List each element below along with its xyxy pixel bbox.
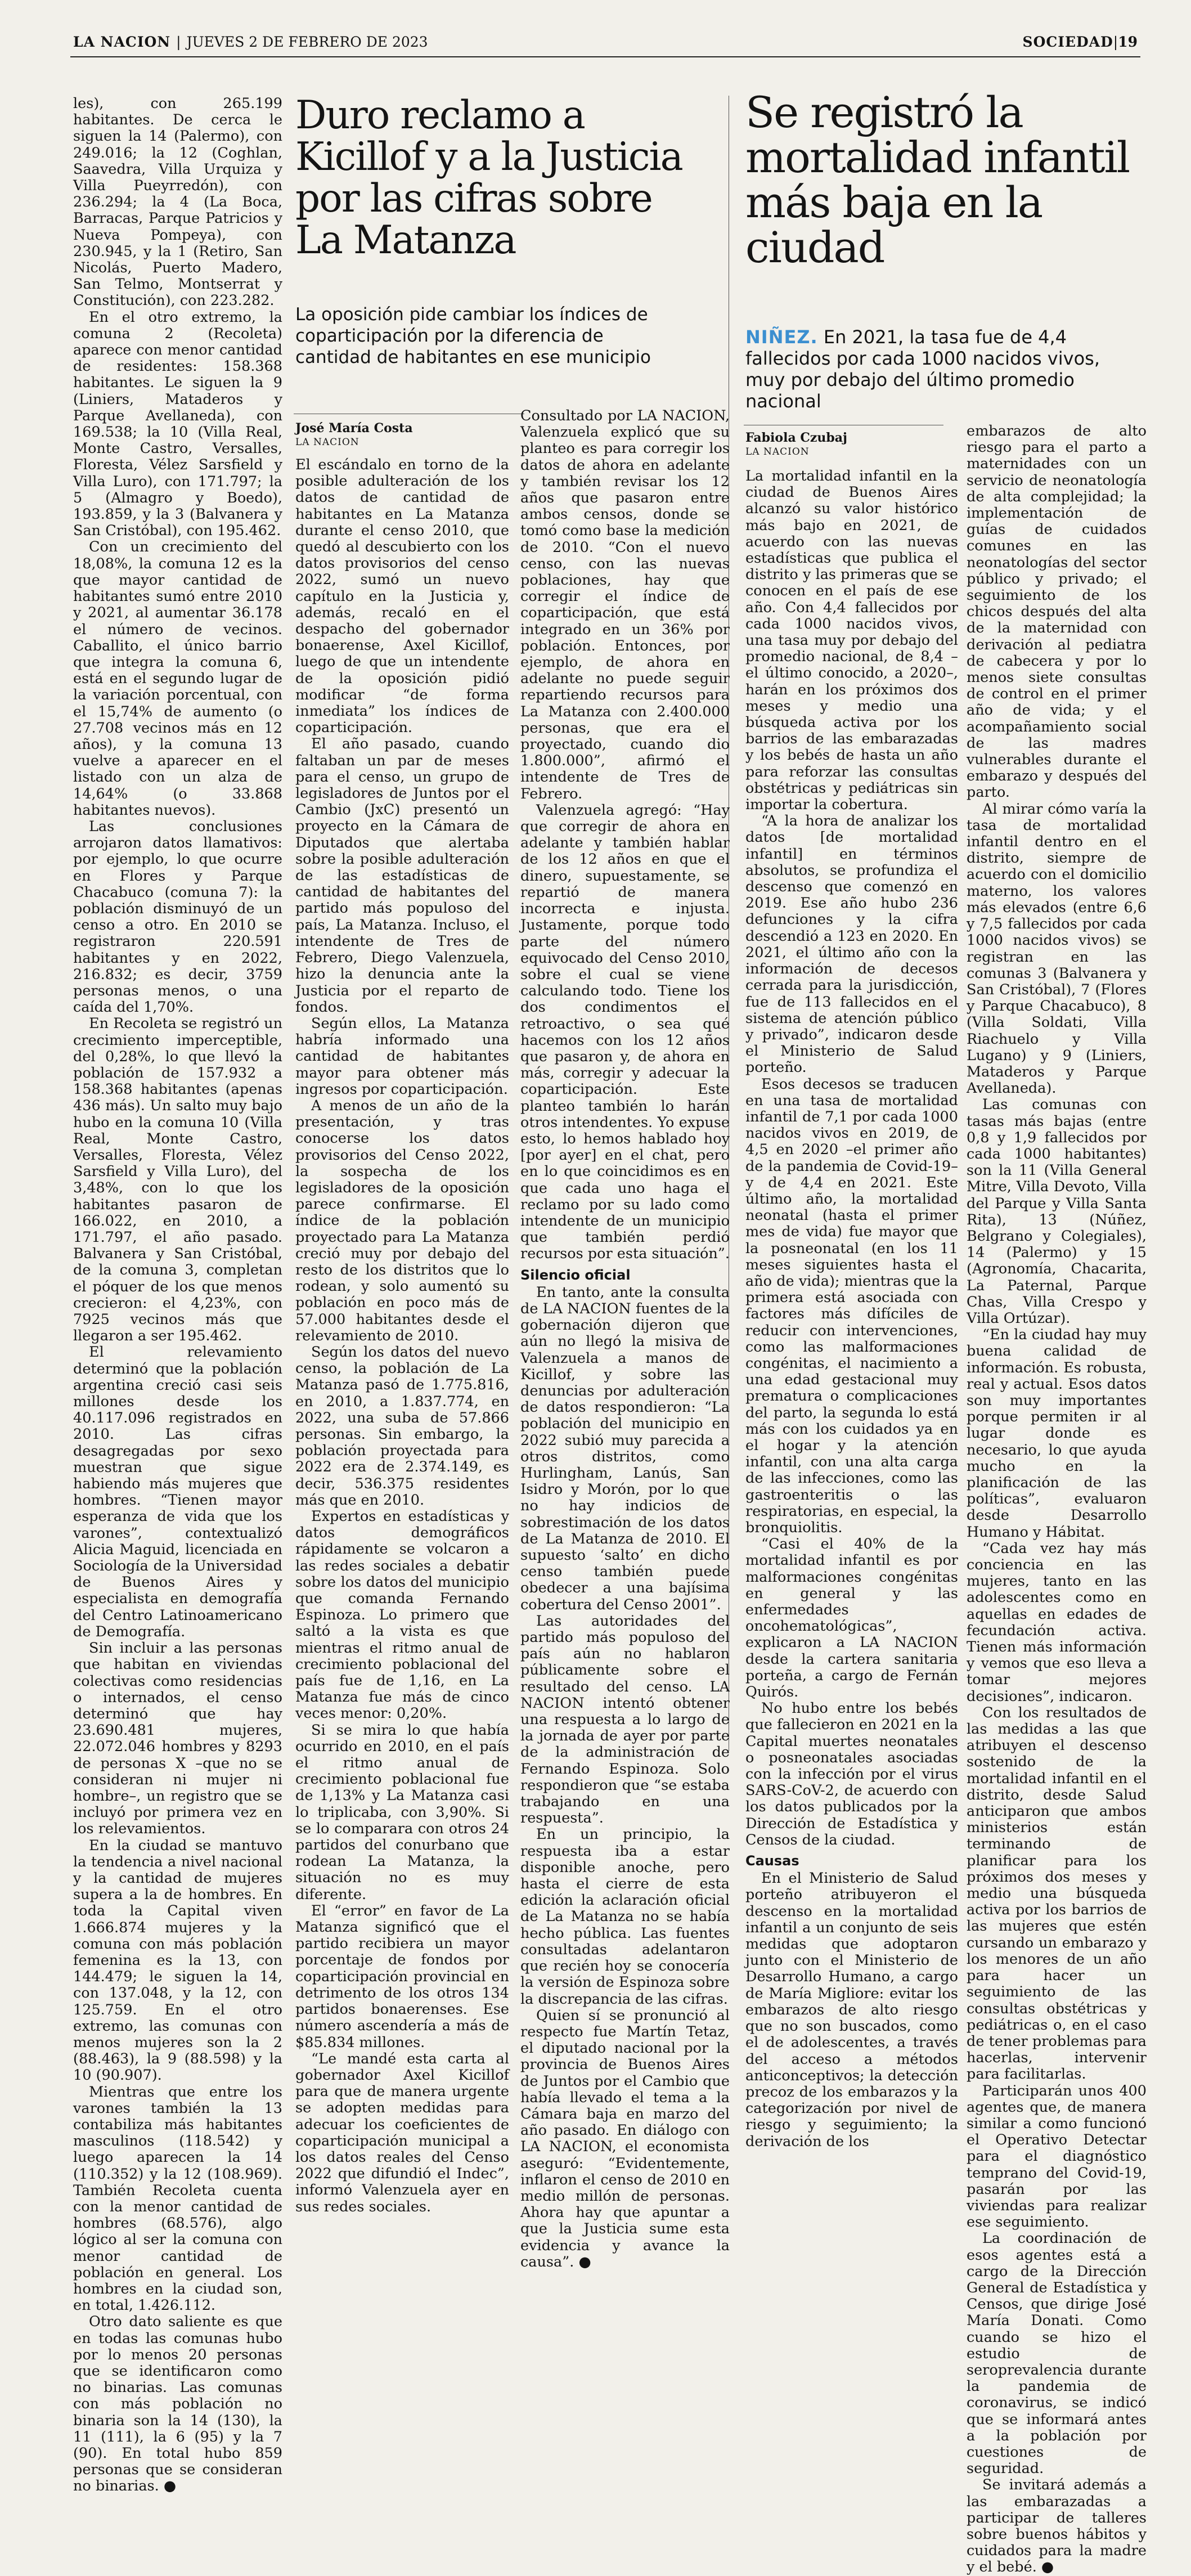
paragraph: Expertos en estadísticas y datos demográficos rápidamente se volcaron a las redes sociales a debatir sobre los datos del municipio que comanda Fernando Espinoza. Lo primero que saltó a la vista es que mientras el ritmo anual de crecimiento poblacional del país fue de 1,16, en La Matanza fue más de cinco veces menor: 0,20%.	[295, 1508, 509, 1722]
paragraph: El “error” en favor de La Matanza significó que el partido recibiera un mayor porcentaje de fondos por coparticipación provincial en detrimento de los otros 134 partidos bonaerenses. Ese número ascendería a más de $85.834 millones.	[295, 1902, 509, 2051]
page-header-right	[1023, 34, 1138, 50]
paragraph: La coordinación de esos agentes está a cargo de la Dirección General de Estadística y Censos, que dirige José María Donati. Como cuando se hizo el estudio de seroprevalencia durante la pandemia de coronavirus, se indicó que se informará antes a la población por cuestiones de seguridad.	[967, 2230, 1147, 2478]
paragraph: Al mirar cómo varía la tasa de mortalidad infantil dentro en el distrito, siempre de acuerdo con el domicilio materno, los valores más elevados (entre 6,6 y 7,5 fallecidos por cada 1000 nacidos vivos) se registran en las comunas 3 (Balvanera y San Cristóbal), 7 (Flores y Parque Chacabuco), 8 (Villa Soldati, Villa Riachuelo y Villa Lugano) y 9 (Liniers, Mataderos y Parque Avellaneda).	[967, 800, 1147, 1097]
paragraph: Consultado por LA NACION, Valenzuela explicó que su planteo es para corregir los datos de ahora en adelante y también revisar los 12 años que pasaron entre ambos censos, donde se tomó como base la medición de 2010. “Con el nuevo censo, con las nuevas poblaciones, hay que corregir el índice de coparticipación, que está integrado en un 36% por población. Entonces, por ejemplo, de ahora en adelante no puede seguir repartiendo recursos para La Matanza con 2.400.000 personas, que era el proyectado, cuando dio 1.800.000”, afirmó el intendente de Tres de Febrero.	[520, 407, 730, 802]
paragraph: “Cada vez hay más conciencia en las mujeres, tanto en las adolescentes como en aquellas en edades de fecundación activa. Tienen más información y vemos que eso lleva a tomar mejores decisiones”, indicaron.	[967, 1540, 1147, 1705]
paragraph: Mientras que entre los varones también la 13 contabiliza más habitantes masculinos (118.542) y luego aparecen la 14 (110.352) y la 12 (108.969). También Recoleta cuenta con la menor cantidad de hombres (68.576), algo lógico al ser la comuna con menor cantidad de población en general. Los hombres en la ciudad son, en total, 1.426.112.	[73, 2083, 282, 2314]
author-name: Fabiola Czubaj	[745, 430, 847, 445]
paragraph: El año pasado, cuando faltaban un par de meses para el censo, un grupo de legisladores de Juntos por el Cambio (JxC) presentó un proyecto en la Cámara de Diputados que alertaba sobre la posible adulteración de las estadísticas de cantidad de habitantes del partido más populoso del país, La Matanza. Incluso, el intendente de Tres de Febrero, Diego Valenzuela, hizo la denuncia ante la Justicia por el reparto de fondos.	[295, 735, 509, 1016]
paragraph: En un principio, la respuesta iba a estar disponible anoche, pero hasta el cierre de esta edición la aclaración oficial de La Matanza no se había hecho pública. Las fuentes consultadas adelantaron que recién hoy se conocería la versión de Espinoza sobre la discrepancia de las cifras.	[520, 1826, 730, 2008]
paragraph: En Recoleta se registró un crecimiento imperceptible, del 0,28%, lo que llevó la población de 157.932 a 158.368 habitantes (apenas 436 más). Un salto muy bajo hubo en la comuna 10 (Villa Real, Monte Castro, Versalles, Floresta, Vélez Sarsfield y Villa Luro), del 3,48%, con lo que los habitantes pasaron de 166.022, en 2010, a 171.797, el año pasado. Balvanera y San Cristóbal, de la comuna 3, completan el póquer de los que menos crecieron: el 4,23%, con 7925 vecinos más que llegaron a ser 195.462.	[73, 1015, 282, 1345]
paragraph: Con un crecimiento del 18,08%, la comuna 12 es la que mayor cantidad de habitantes sumó entre 2010 y 2021, al aumentar 36.178 el número de vecinos. Caballito, el único barrio que integra la comuna 6, está en el segundo lugar de la variación porcentual, con el 15,74% de aumento (o 27.708 vecinos más en 12 años), y la comuna 13 vuelve a aparecer en el listado con un alza de 14,64% (o 33.868 habitantes nuevos).	[73, 538, 282, 819]
paragraph: “En la ciudad hay muy buena calidad de información. Es robusta, real y actual. Esos datos son muy importantes porque permiten ir al lugar donde es necesario, lo que ayuda mucho en la planificación de las políticas”, evaluaron desde Desarrollo Humano y Hábitat.	[967, 1326, 1147, 1541]
newspaper-name: LA NACION	[73, 34, 171, 50]
paragraph: Las conclusiones arrojaron datos llamativos: por ejemplo, lo que ocurre en Flores y Parque Chacabuco (comuna 7): la población disminuyó de un censo a otro. En 2010 se registraron 220.591 habitantes y en 2022, 216.832; es decir, 3759 personas menos, o una caída del 1,70%.	[73, 818, 282, 1016]
paragraph: “Le mandé esta carta al gobernador Axel Kicillof para que de manera urgente se adopten medidas para adecuar los coeficientes de coparticipación municipal a los datos reales del Censo 2022 que difundió el Indec”, informó Valenzuela ayer en sus redes sociales.	[295, 2050, 509, 2215]
paragraph: Otro dato saliente es que en todas las comunas hubo por lo menos 20 personas que se identificaron como no binarias. Las comunas con más población no binaria son la 14 (130), la 11 (111), la 6 (95) y la 7 (90). En total hubo 859 personas que se consideran no binarias. ●	[73, 2313, 282, 2495]
page-header-left	[73, 34, 428, 50]
article1-deck: La oposición pide cambiar los índices de coparticipación por la diferencia de cantidad de habitantes en ese municipio	[295, 304, 651, 367]
article2-kicker: NIÑEZ.	[745, 326, 818, 348]
paragraph: “Casi el 40% de la mortalidad infantil es por malformaciones congénitas en general y las enfermedades oncohematológicas”, explicaron a LA NACION desde la cartera sanitaria porteña, a cargo de Fernán Quirós.	[745, 1536, 958, 1701]
article2-deck-text: En 2021, la tasa fue de 4,4 fallecidos por cada 1000 nacidos vivos, muy por debajo del último promedio nacional	[745, 326, 1100, 412]
paragraph: Participarán unos 400 agentes que, de manera similar a como funcionó el Operativo Detectar para el diagnóstico temprano del Covid-19, pasarán por las viviendas para realizar ese seguimiento.	[967, 2082, 1147, 2231]
paragraph: A menos de un año de la presentación, y tras conocerse los datos provisorios del Censo 2022, la sospecha de los legisladores de la oposición parece confirmarse. El índice de la población proyectado para La Matanza creció muy por debajo del resto de los distritos que lo rodean, y solo aumentó su población en poco más de 57.000 habitantes desde el relevamiento de 2010.	[295, 1097, 509, 1344]
paragraph: Si se mira lo que había ocurrido en 2010, en el país el ritmo anual de crecimiento poblacional fue de 1,13% y La Matanza casi lo triplicaba, con 3,90%. Si se lo comparara con otros 24 partidos del conurbano que rodean La Matanza, la situación no es muy diferente.	[295, 1721, 509, 1903]
article1-column-2	[520, 407, 730, 2270]
paragraph: Según los datos del nuevo censo, la población de La Matanza pasó de 1.775.816, en 2010, a 1.837.774, en 2022, una suba de 57.866 personas. Sin embargo, la población proyectada para 2022 era de 2.374.149, es decir, 536.375 residentes más que en 2010.	[295, 1343, 509, 1509]
paragraph: El relevamiento determinó que la población argentina creció casi seis millones desde los 40.117.096 registrados en 2010. Las cifras desagregadas por sexo muestran que sigue habiendo más mujeres que hombres. “Tienen mayor esperanza de vida que los varones”, contextualizó Alicia Maguid, licenciada en Sociología de la Universidad de Buenos Aires y especialista en demografía del Centro Latinoamericano de Demografía.	[73, 1344, 282, 1640]
paragraph: La mortalidad infantil en la ciudad de Buenos Aires alcanzó su valor histórico más bajo en 2021, de acuerdo con las nuevas estadísticas que publica el distrito y las primeras que se conocen en el país de ese año. Con 4,4 fallecidos por cada 1000 nacidos vivos, una tasa muy por debajo del promedio nacional, de 8,4 –el último conocido, a 2020–, harán en los próximos dos meses y medio una búsqueda activa por los barrios de las embarazadas y los bebés de hasta un año para reforzar las consultas obstétricas y pediátricas sin importar la cobertura.	[745, 468, 958, 814]
article2-deck	[745, 326, 1139, 412]
paragraph: Sin incluir a las personas que habitan en viviendas colectivas como residencias o internados, el censo determinó que hay 23.690.481 mujeres, 22.072.046 hombres y 8293 de personas X –que no se consideran ni mujer ni hombre–, un registro que se incluyó por primera vez en los relevamientos.	[73, 1640, 282, 1838]
section-name: SOCIEDAD	[1022, 34, 1113, 50]
paragraph: En el otro extremo, la comuna 2 (Recoleta) aparece con menor cantidad de residentes: 158.368 habitantes. Le siguen la 9 (Liniers, Mataderos y Parque Avellaneda), con 169.538; la 10 (Villa Real, Monte Castro, Versalles, Floresta, Vélez Sarsfield y Villa Luro), con 171.797; la 5 (Almagro y Boedo), 193.859, y la 3 (Balvanera y San Cristóbal), con 195.462.	[73, 308, 282, 540]
article1-byline	[295, 421, 413, 448]
paragraph: Se invitará además a las embarazadas a participar de talleres sobre buenos hábitos y cuidados para la madre y el bebé. ●	[967, 2476, 1147, 2576]
paragraph: En el Ministerio de Salud porteño atribuyeron el descenso en la mortalidad infantil a un conjunto de seis medidas que adoptaron junto con el Ministerio de Desarrollo Humano, a cargo de María Migliore: evitar los embarazos de alto riesgo que no son buscados, como el de adolescentes, a través del acceso a métodos anticonceptivos; la detección precoz de los embarazos y la categorización por nivel de riesgo y seguimiento; la derivación de los	[745, 1870, 958, 2150]
continued-article-column	[73, 95, 282, 2495]
paragraph: Con los resultados de las medidas a las que atribuyen el descenso sostenido de la mortalidad infantil en el distrito, desde Salud anticiparon que ambos ministerios están terminando de planificar para los próximos dos meses y medio una búsqueda activa por los barrios de las mujeres que estén cursando un embarazo y los menores de un año para hacer un seguimiento de las consultas obstétricas y pediátricas o, en el caso de tener problemas para hacerlas, intervenir para facilitarlas.	[967, 1704, 1147, 2083]
paragraph: embarazos de alto riesgo para el parto a maternidades con un servicio de neonatología de alta complejidad; la implementación de guías de cuidados comunes en las neonatologías del sector público y privado; el seguimiento de los chicos después del alta de la maternidad con derivación al pediatra de cabecera y por lo menos siete consultas de control en el primer año de vida; y el acompañamiento social de las madres vulnerables durante el embarazo y después del parto.	[967, 423, 1147, 801]
paragraph: En tanto, ante la consulta de LA NACION fuentes de la gobernación dijeron que aún no llegó la misiva de Valenzuela a manos de Kicillof, y sobre las denuncias por adulteración de datos respondieron: “La población del municipio en 2022 subió muy parecida a otros distritos, como Hurlingham, Lanús, San Isidro y Morón, por lo que no hay indicios de sobrestimación de los datos de La Matanza de 2010. El supuesto ‘salto’ en dicho censo también puede obedecer a una bajísima cobertura del Censo 2001”.	[520, 1283, 730, 1613]
article2-column-1	[745, 468, 958, 2150]
article1-headline: Duro reclamo a Kicillof y a la Justicia por las cifras sobre La Matanza	[295, 93, 682, 263]
header-separator: |	[1113, 34, 1118, 50]
article2-byline	[745, 430, 847, 457]
paragraph: El escándalo en torno de la posible adulteración de los datos de cantidad de habitantes en La Matanza durante el censo 2010, que quedó al descubierto con los datos provisorios del censo 2022, sumó un nuevo capítulo en la Justicia y, además, recaló en el despacho del gobernador bonaerense, Axel Kicillof, luego de que un intendente de la oposición pidió modificar “de forma inmediata” los índices de coparticipación.	[295, 456, 509, 737]
paragraph: En la ciudad se mantuvo la tendencia a nivel nacional y la cantidad de mujeres supera a la de hombres. En toda la Capital viven 1.666.874 mujeres y la comuna con más población femenina es la 13, con 144.479; le siguen la 14, con 137.048, y la 12, con 125.759. En el otro extremo, las comunas con menos mujeres son la 2 (88.463), la 9 (88.598) y la 10 (90.907).	[73, 1837, 282, 2084]
paragraph: No hubo entre los bebés que fallecieron en 2021 en la Capital muertes neonatales o posneonatales asociadas con la infección por el virus SARS-CoV-2, de acuerdo con los datos publicados por la Dirección de Estadística y Censos de la ciudad.	[745, 1700, 958, 1848]
paragraph: Esos decesos se traducen en una tasa de mortalidad infantil de 7,1 por cada 1000 nacidos vivos en 2019, de 4,5 en 2020 –el primer año de la pandemia de Covid-19– y de 4,4 en 2021. Este último año, la mortalidad neonatal (hasta el primer mes de vida) fue mayor que la posneonatal (en los 11 meses siguientes hasta el año de vida); mientras que la primera está asociada con factores más difíciles de reducir con intervenciones, como las malformaciones congénitas, el nacimiento a una edad gestacional muy prematura o complicaciones del parto, la segunda lo está más con los cuidados ya en el hogar y la atención infantil, con una alta carga de las infecciones, como las gastroenteritis o las respiratorias, en especial, la bronquiolitis.	[745, 1075, 958, 1536]
paragraph: “A la hora de analizar los datos [de mortalidad infantil] en términos absolutos, se profundiza el descenso que comenzó en 2019. Ese año hubo 236 defunciones y la cifra descendió a 123 en 2020. En 2021, el último año con la información de decesos cerrada para la jurisdicción, fue de 113 fallecidos en el sistema de atención público y privado”, indicaron desde el Ministerio de Salud porteño.	[745, 813, 958, 1076]
article1-column-1	[295, 456, 509, 2215]
paragraph: les), con 265.199 habitantes. De cerca le siguen la 14 (Palermo), con 249.016; la 12 (Coghlan, Saavedra, Villa Urquiza y Villa Pueyrredón), con 236.294; la 4 (La Boca, Barracas, Parque Patricios y Nueva Pompeya), con 230.945, y la 1 (Retiro, San Nicolás, Puerto Madero, San Telmo, Montserrat y Constitución), con 223.282.	[73, 95, 282, 309]
paragraph: Las autoridades del partido más populoso del país aún no hablaron públicamente sobre el resultado del censo. LA NACION intentó obtener una respuesta a lo largo de la jornada de ayer por parte de la administración de Fernando Espinoza. Solo respondieron que “se estaba trabajando en una respuesta”.	[520, 1612, 730, 1827]
paragraph: Valenzuela agregó: “Hay que corregir de ahora en adelante y también hablar de los 12 años en que el dinero, supuestamente, se repartió de manera incorrecta e injusta. Justamente, porque todo parte del número equivocado del Censo 2010, sobre el cual se viene calculando todo. Tiene los dos condimentos el retroactivo, o sea qué hacemos con los 12 años que pasaron y, de ahora en más, corregir y adecuar la coparticipación. Este planteo también lo harán otros intendentes. Yo expuse esto, lo hemos hablado hoy [por ayer] en el chat, pero en lo que coincidimos es en que cada uno haga el reclamo por su lado como intendente de un municipio que también perdió recursos por esta situación”.	[520, 801, 730, 1263]
article2-column-2	[967, 423, 1147, 2576]
paragraph: Quien sí se pronunció al respecto fue Martín Tetaz, el diputado nacional por la provincia de Buenos Aires de Juntos por el Cambio que había llevado el tema a la Cámara baja en marzo del año pasado. En diálogo con LA NACION, el economista aseguró: “Evidentemente, inflaron el censo de 2010 en medio millón de personas. Ahora hay que apuntar a que la Justicia sume esta evidencia y avance la causa”. ●	[520, 2007, 730, 2270]
author-name: José María Costa	[295, 421, 413, 436]
paragraph: Las comunas con tasas más bajas (entre 0,8 y 1,9 fallecidos por cada 1000 habitantes) son la 11 (Villa General Mitre, Villa Devoto, Villa del Parque y Villa Santa Rita), 13 (Núñez, Belgrano y Colegiales), 14 (Palermo) y 15 (Agronomía, Chacarita, La Paternal, Parque Chas, Villa Crespo y Villa Ortúzar).	[967, 1096, 1147, 1327]
paragraph: Según ellos, La Matanza habría informado una cantidad de habitantes mayor para obtener más ingresos por coparticipación.	[295, 1015, 509, 1098]
subheading: Causas	[745, 1853, 799, 1869]
page-number: 19	[1118, 34, 1138, 50]
article2-headline: Se registró la mortalidad infantil más baja en la ciudad	[745, 87, 1130, 272]
author-outlet: LA NACION	[745, 446, 810, 457]
header-rule	[70, 56, 1140, 57]
publication-date: JUEVES 2 DE FEBRERO DE 2023	[186, 34, 428, 50]
header-separator: |	[176, 34, 181, 50]
subheading: Silencio oficial	[520, 1267, 631, 1283]
author-outlet: LA NACION	[295, 437, 359, 448]
